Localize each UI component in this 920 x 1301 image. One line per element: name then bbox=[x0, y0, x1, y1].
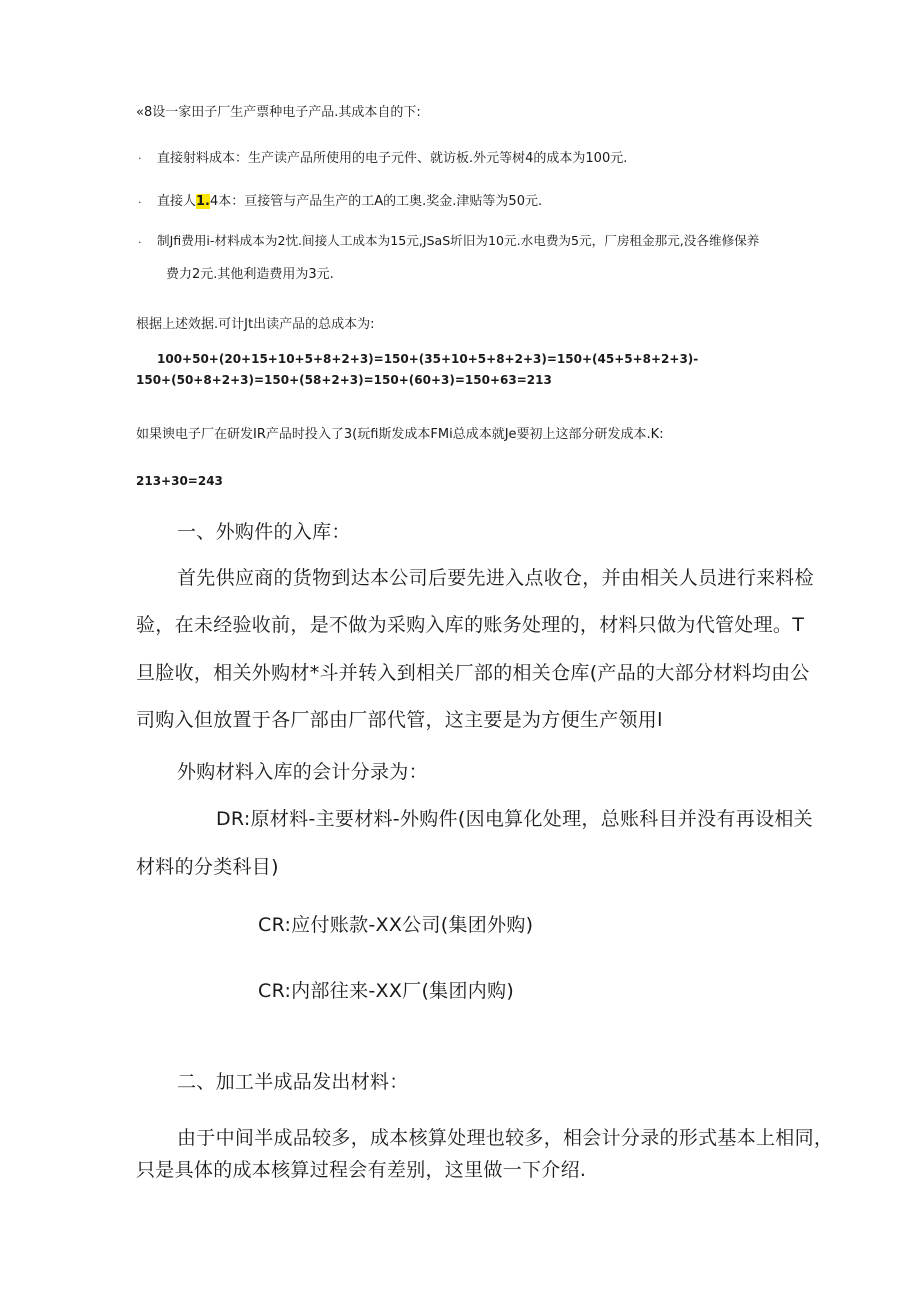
bullet-direct-labor-b: 4本：亘接管与产品生产的工A的工奥.奖金.津贴等为50元. bbox=[210, 194, 543, 209]
bullet-direct-material: 直接射料成本：生产读产品所使用的电子元件、就访板.外元等树4的成本为100元. bbox=[157, 151, 628, 166]
section2-heading: 二、加工半成品发出材料： bbox=[177, 1071, 409, 1093]
entry-intro: 外购材料入库的会计分录为： bbox=[177, 761, 428, 783]
section1-para-line: 旦脸收，相关外购材*斗并转入到相关厂部的相关仓库(产品的大部分材料均由公 bbox=[136, 662, 810, 684]
debit-entry-line2: 材料的分类科目) bbox=[136, 856, 279, 878]
intro-line: «8设一家田子厂生产票种电子产品.其成本自的下: bbox=[136, 105, 421, 120]
section1-para-line: 首先供应商的货物到达本公司后要先进入点收仓，并由相关人员进行来料检 bbox=[177, 567, 814, 589]
formula-line1: 100+50+(20+15+10+5+8+2+3)=150+(35+10+5+8+2+3)=150+(45+5+8+2+3)- bbox=[157, 352, 699, 366]
bullet-overhead-line2: 费力2元.其他利造费用为3元. bbox=[166, 267, 334, 282]
bullet-overhead-line1: 制Jfi费用i-材料成本为2忱.间接人工成本为15元,JSaS圻旧为10元.水电费为5元，厂房租金那元,没各维修保养 bbox=[157, 233, 760, 248]
credit-entry-internal: CR:内部往来-XX厂(集团内购) bbox=[258, 980, 515, 1002]
section1-heading: 一、外购件的入库： bbox=[177, 521, 351, 543]
bullet-direct-labor bbox=[157, 190, 542, 209]
rd-cost-text: 如果谀电子厂在研发IR产品时投入了3(玩fi斯发成本FMi总成本就Je要初上这部分研发成本.K: bbox=[136, 427, 664, 442]
bullet-marker: · bbox=[138, 152, 142, 165]
bullet-direct-labor-a: 直接人 bbox=[157, 194, 197, 209]
calc-intro: 根据上述效据.可计Jt出读产品的总成本为: bbox=[136, 317, 375, 332]
section2-para-line: 只是具体的成本核算过程会有差别，这里做一下介绍. bbox=[136, 1159, 587, 1181]
section1-para-line: 验，在未经验收前，是不做为采购入库的账务处理的，材料只做为代管处理。T bbox=[136, 614, 805, 636]
bullet-marker: · bbox=[138, 196, 142, 209]
bullet-marker: · bbox=[138, 236, 142, 249]
credit-entry-payable: CR:应付账款-XX公司(集团外购) bbox=[258, 914, 534, 936]
section1-para-line: 司购入但放置于各厂部由厂部代管，这主要是为方便生产领用l bbox=[136, 709, 663, 731]
rd-formula: 213+30=243 bbox=[136, 474, 223, 488]
formula-line2: 150+(50+8+2+3)=150+(58+2+3)=150+(60+3)=150+63=213 bbox=[136, 373, 552, 387]
section2-para-line: 由于中间半成品较多，成本核算处理也较多，相会计分录的形式基本上相同， bbox=[177, 1127, 834, 1149]
highlighted-text: 1. bbox=[196, 194, 210, 209]
debit-entry-line1: DR:原材料-主要材料-外购件(因电算化处理，总账科目并没有再设相关 bbox=[216, 808, 813, 830]
